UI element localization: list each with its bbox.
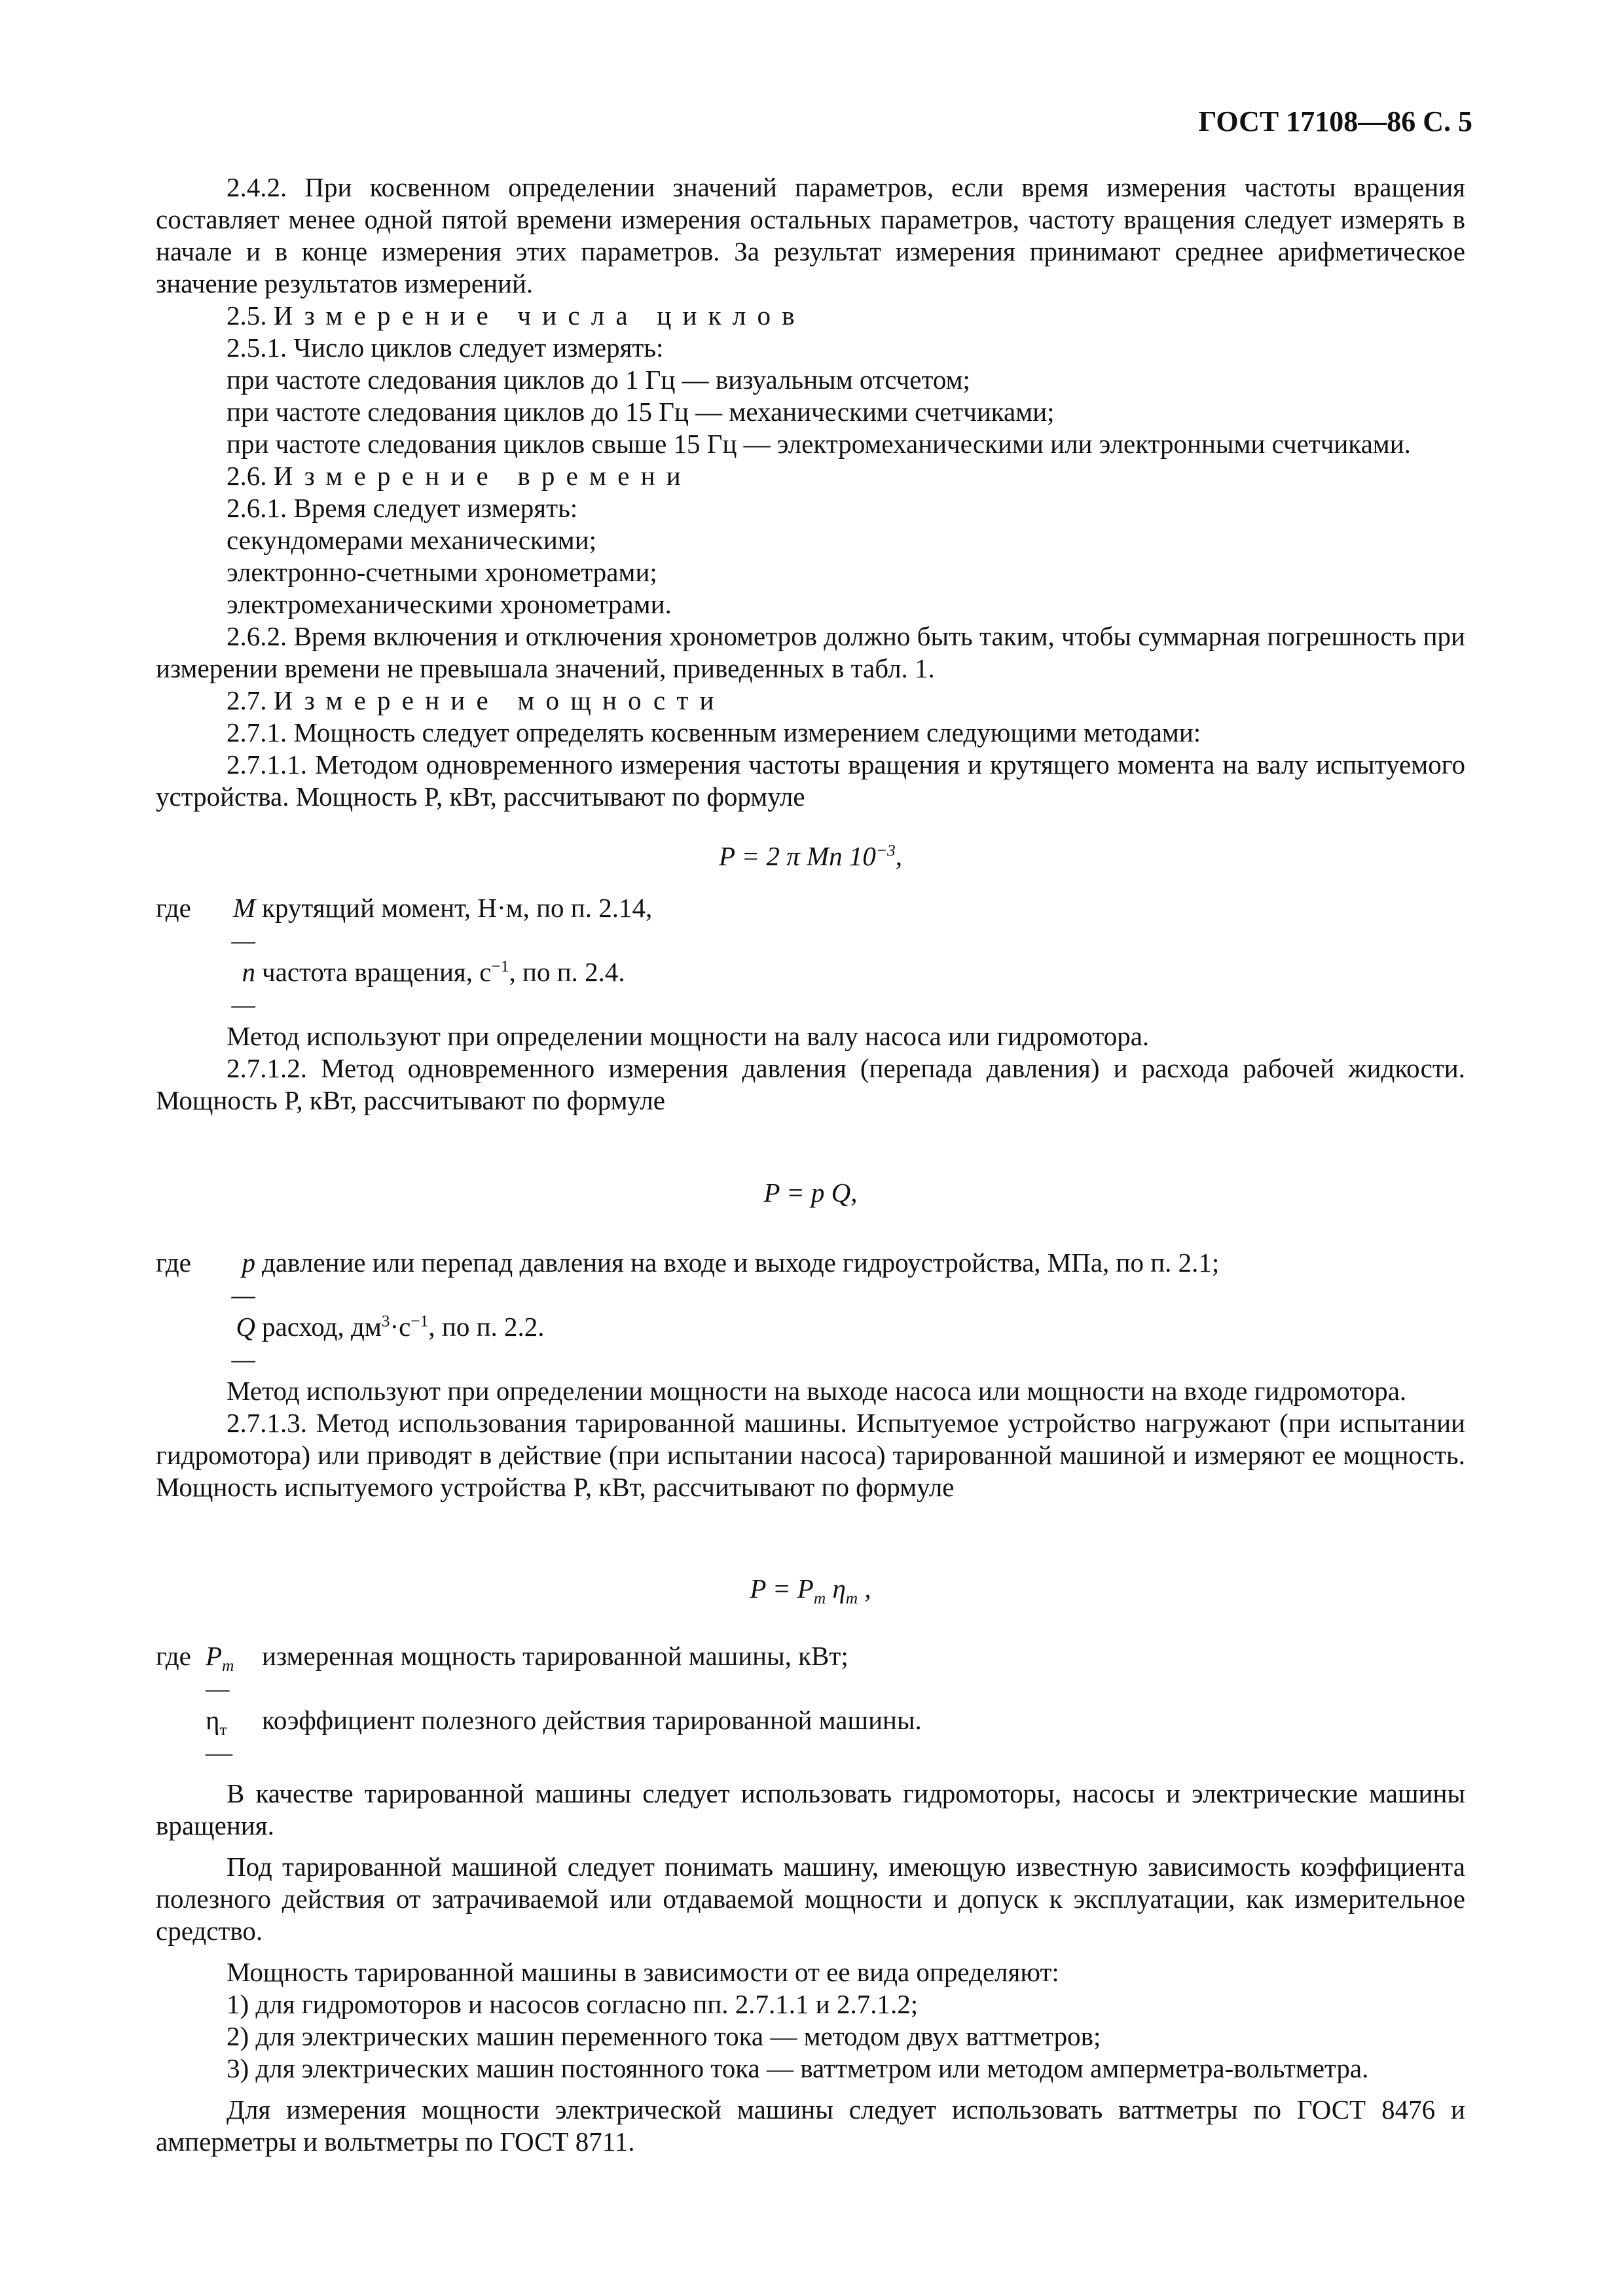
list-item: 3) для электрических машин постоянного тока — ваттметром или методом амперметра-вольтметра. [227, 2053, 1369, 2083]
method-note: Метод используют при определении мощности на выходе насоса или мощности на входе гидромотора. [227, 1376, 1407, 1406]
list-item: электромеханическими хронометрами. [227, 589, 672, 619]
paragraph: Под тарированной машиной следует понимать машину, имеющую известную зависимость коэффициента полезного действия от затрачиваемой или отдаваемой мощности и допуск к эксплуатации, как измерительное средство. [156, 1852, 1465, 1946]
definition-row: где p — давление или перепад давления на входе и выходе гидроустройства, МПа, по п. 2.1; [156, 1247, 1220, 1310]
section-title: Измерение числа циклов [273, 300, 806, 331]
definition-row: Q — расход, $дм^3\cdot с^{-1}$, по п. 2.2. [231, 1312, 545, 1374]
section-title: Измерение мощности [273, 685, 725, 715]
paragraph-2-5-1: 2.5.1. Число циклов следует измерять: [227, 332, 664, 363]
paragraph-2-4-2: 2.4.2. При косвенном определении значений параметров, если время измерения частоты вращения составляет менее одной пятой времени измерения остальных параметров, частоту вращения следует измерять в начале и в конце измерения этих параметров. За результат измерения принимают среднее арифметическое значение результатов измерений. [156, 172, 1465, 298]
definition-row: где M — крутящий момент, Н·м, по п. 2.14, [156, 893, 653, 955]
paragraph-2-7-1-1: 2.7.1.1. Методом одновременного измерения частоты вращения и крутящего момента на валу испытуемого устройства. Мощность P, кВт, рассчитывают по формуле [156, 749, 1465, 812]
definition-row: n — частота вращения, $с^{-1}$, по п. 2.4. [231, 957, 625, 1019]
formula-power-flow: P = p Q, [763, 1177, 858, 1208]
section-heading-2-7 [156, 685, 1465, 717]
paragraph: В качестве тарированной машины следует использовать гидромоторы, насосы и электрические машины вращения. [156, 1778, 1465, 1840]
paragraph: Мощность тарированной машины в зависимости от ее вида определяют: [227, 1957, 1059, 1987]
paragraph: Для измерения мощности электрической машины следует использовать ваттметры по ГОСТ 8476 и амперметры и вольтметры по ГОСТ 8711. [156, 2094, 1465, 2157]
list-item: при частоте следования циклов до 15 Гц — механическими счетчиками; [227, 397, 1055, 427]
paragraph-2-7-1-3: 2.7.1.3. Метод использования тарированной машины. Испытуемое устройство нагружают (при испытании гидромотора) или приводят в действие (при испытании насоса) тарированной машиной и измеряют ее мощность. Мощность испытуемого устройства P, кВт, рассчитывают по формуле [156, 1408, 1465, 1502]
section-number: 2.5. [227, 300, 267, 331]
paragraph-2-7-1: 2.7.1. Мощность следует определять косвенным измерением следующими методами: [227, 717, 1201, 747]
definition-row: где $P_т$ — измеренная мощность тарированной машины, кВт; [156, 1641, 848, 1703]
list-item: 1) для гидромоторов и насосов согласно пп. 2.7.1.1 и 2.7.1.2; [227, 1989, 919, 2019]
list-item: 2) для электрических машин переменного тока — методом двух ваттметров; [227, 2021, 1101, 2051]
section-number: 2.6. [227, 461, 267, 491]
list-item: при частоте следования циклов свыше 15 Гц — электромеханическими или электронными счетчиками. [227, 429, 1411, 459]
section-heading-2-6 [156, 460, 1465, 492]
list-item: при частоте следования циклов до 1 Гц — визуальным отсчетом; [227, 365, 970, 395]
definition-row: $\eta_т$ — коэффициент полезного действия тарированной машины. [206, 1705, 922, 1767]
section-number: 2.7. [227, 685, 267, 715]
formula-power-calibrated: $P = P_т$ $\eta_т$ , [750, 1573, 871, 1608]
document-body [156, 171, 1465, 2158]
paragraph-2-7-1-2: 2.7.1.2. Метод одновременного измерения давления (перепада давления) и расхода рабочей жидкости. Мощность P, кВт, рассчитывают по формуле [156, 1053, 1465, 1115]
paragraph-2-6-2: 2.6.2. Время включения и отключения хронометров должно быть таким, чтобы суммарная погрешность при измерении времени не превышала значений, приведенных в табл. 1. [156, 621, 1465, 683]
paragraph-2-6-1: 2.6.1. Время следует измерять: [227, 493, 578, 523]
page-header: ГОСТ 17108—86 С. 5 [1198, 105, 1472, 137]
section-title: Измерение времени [273, 461, 692, 491]
method-note: Метод используют при определении мощности на валу насоса или гидромотора. [227, 1021, 1150, 1051]
section-heading-2-5 [156, 300, 1465, 332]
formula-power-torque: P = 2 π Mn $10^{-3}$, [718, 841, 903, 871]
list-item: секундомерами механическими; [227, 525, 597, 555]
list-item: электронно-счетными хронометрами; [227, 557, 657, 587]
